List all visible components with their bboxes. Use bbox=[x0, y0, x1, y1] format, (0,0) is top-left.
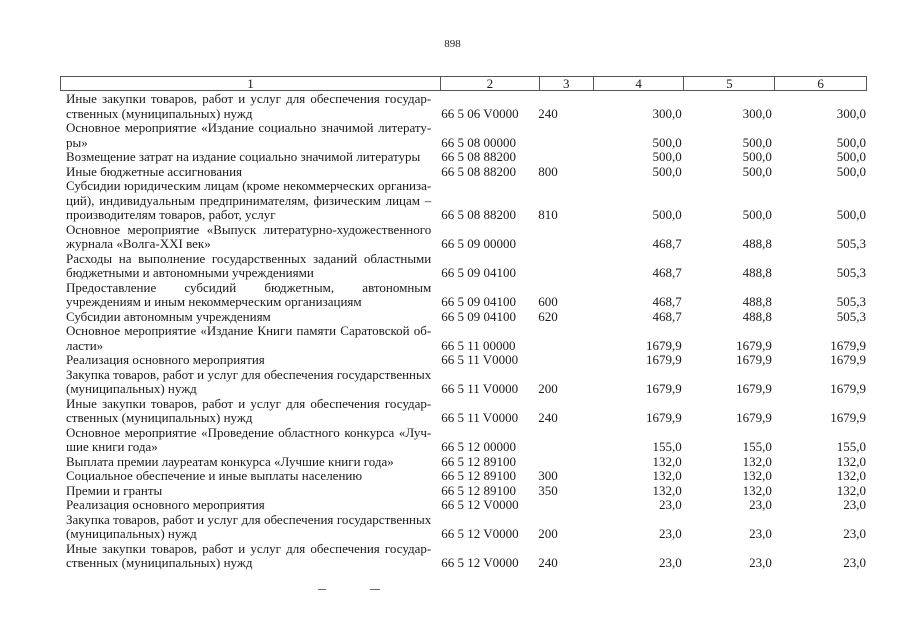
row-value-year-1: 1679,9 bbox=[646, 352, 682, 367]
row-name: Основное мероприятие «Выпуск литературно-художественного журнала «Волга-XXI век» bbox=[66, 221, 432, 251]
row-value-year-2: 23,0 bbox=[749, 526, 772, 541]
row-value-year-3: 23,0 bbox=[843, 526, 866, 541]
row-code: 66 5 12 89100 bbox=[441, 482, 516, 498]
row-name: Выплата премии лауреатам конкурса «Лучшие книги года» bbox=[66, 453, 394, 469]
row-value-year-2: 488,8 bbox=[742, 265, 772, 280]
row-name: Предоставление субсидий бюджетным, автономным учреждениям и иным некоммерческим организациям bbox=[66, 279, 432, 309]
row-code: 66 5 12 00000 bbox=[441, 439, 516, 454]
row-value-year-2: 1679,9 bbox=[736, 381, 772, 396]
row-name: Премии и гранты bbox=[66, 482, 163, 498]
table-row bbox=[66, 368, 866, 397]
row-value-year-2: 132,0 bbox=[742, 482, 772, 498]
table-header bbox=[60, 76, 867, 91]
row-code: 66 5 12 V0000 bbox=[441, 497, 519, 512]
header-col-1: 1 bbox=[61, 77, 441, 90]
row-code: 66 5 11 V0000 bbox=[441, 352, 519, 367]
row-value-year-2: 500,0 bbox=[742, 149, 772, 164]
row-value-year-3: 300,0 bbox=[836, 105, 866, 121]
row-value-year-1: 1679,9 bbox=[646, 337, 682, 353]
row-code: 66 5 09 00000 bbox=[441, 236, 516, 251]
header-col-3: 3 bbox=[540, 77, 594, 90]
row-value-year-1: 1679,9 bbox=[646, 410, 682, 425]
row-code: 66 5 08 88200 bbox=[441, 163, 516, 179]
row-value-year-2: 1679,9 bbox=[736, 410, 772, 425]
table-row bbox=[66, 324, 866, 353]
row-name: Возмещение затрат на издание социально значимой литературы bbox=[66, 149, 421, 164]
row-code: 66 5 12 V0000 bbox=[441, 526, 519, 541]
row-code: 66 5 08 00000 bbox=[441, 134, 516, 150]
row-expense-type: 240 bbox=[538, 410, 558, 425]
row-value-year-1: 132,0 bbox=[652, 468, 682, 483]
row-value-year-1: 468,7 bbox=[652, 294, 682, 309]
row-code: 66 5 09 04100 bbox=[441, 308, 516, 324]
row-value-year-3: 132,0 bbox=[836, 468, 866, 483]
table-row bbox=[66, 121, 866, 150]
row-name: Иные закупки товаров, работ и услуг для обеспечения государ-ственных (муниципальных) нужд bbox=[66, 91, 432, 121]
row-expense-type: 600 bbox=[538, 294, 558, 309]
row-value-year-2: 488,8 bbox=[742, 308, 772, 324]
scan-mark bbox=[318, 589, 326, 590]
table-row bbox=[66, 484, 866, 499]
row-value-year-2: 500,0 bbox=[742, 207, 772, 222]
row-value-year-3: 1679,9 bbox=[830, 337, 866, 353]
row-expense-type: 200 bbox=[538, 381, 558, 396]
row-code: 66 5 09 04100 bbox=[441, 265, 516, 280]
header-col-5: 5 bbox=[684, 77, 775, 90]
row-expense-type: 620 bbox=[538, 308, 558, 324]
row-code: 66 5 08 88200 bbox=[441, 149, 516, 164]
row-value-year-3: 505,3 bbox=[836, 236, 866, 251]
table-row bbox=[66, 281, 866, 310]
row-value-year-2: 1679,9 bbox=[736, 337, 772, 353]
row-value-year-3: 505,3 bbox=[836, 308, 866, 324]
row-value-year-2: 132,0 bbox=[742, 468, 772, 483]
row-name: Расходы на выполнение государственных заданий областными бюджетными и автономными учреждениями bbox=[66, 250, 432, 280]
row-value-year-1: 300,0 bbox=[652, 105, 682, 121]
row-value-year-1: 1679,9 bbox=[646, 381, 682, 396]
table-row bbox=[66, 498, 866, 513]
row-expense-type: 810 bbox=[538, 207, 558, 222]
table-row bbox=[66, 426, 866, 455]
row-name: Основное мероприятие «Издание Книги памяти Саратовской об-ласти» bbox=[66, 323, 432, 353]
table-row bbox=[66, 165, 866, 180]
row-value-year-3: 505,3 bbox=[836, 265, 866, 280]
row-value-year-1: 23,0 bbox=[659, 555, 682, 570]
row-value-year-3: 500,0 bbox=[836, 163, 866, 179]
row-code: 66 5 12 V0000 bbox=[441, 555, 519, 570]
row-value-year-2: 132,0 bbox=[742, 453, 772, 469]
row-name: Иные закупки товаров, работ и услуг для обеспечения государ-ственных (муниципальных) нужд bbox=[66, 540, 432, 570]
row-name: Иные бюджетные ассигнования bbox=[66, 163, 243, 179]
row-value-year-2: 23,0 bbox=[749, 555, 772, 570]
row-value-year-3: 23,0 bbox=[843, 555, 866, 570]
row-name: Основное мероприятие «Проведение областного конкурса «Луч-шие книги года» bbox=[66, 424, 432, 454]
table-row bbox=[66, 455, 866, 470]
row-value-year-1: 500,0 bbox=[652, 149, 682, 164]
table-row bbox=[66, 150, 866, 165]
row-value-year-2: 500,0 bbox=[742, 134, 772, 150]
row-value-year-3: 500,0 bbox=[836, 149, 866, 164]
row-code: 66 5 09 04100 bbox=[441, 294, 516, 309]
header-col-2: 2 bbox=[441, 77, 540, 90]
table-row bbox=[66, 397, 866, 426]
row-value-year-1: 132,0 bbox=[652, 453, 682, 469]
row-name: Субсидии юридическим лицам (кроме некоммерческих организа-ций), индивидуальным предпринимателям, физическим лицам – производителям товаров, работ, услуг bbox=[66, 178, 432, 222]
row-value-year-2: 1679,9 bbox=[736, 352, 772, 367]
row-value-year-1: 132,0 bbox=[652, 482, 682, 498]
row-value-year-1: 23,0 bbox=[659, 526, 682, 541]
table-body bbox=[66, 92, 866, 571]
row-value-year-3: 155,0 bbox=[836, 439, 866, 454]
table-row bbox=[66, 513, 866, 542]
row-value-year-3: 1679,9 bbox=[830, 381, 866, 396]
header-col-6: 6 bbox=[817, 76, 824, 91]
row-value-year-2: 155,0 bbox=[742, 439, 772, 454]
row-value-year-3: 132,0 bbox=[836, 482, 866, 498]
table-row bbox=[66, 179, 866, 223]
row-value-year-3: 1679,9 bbox=[830, 352, 866, 367]
table-row bbox=[66, 310, 866, 325]
table-row bbox=[66, 469, 866, 484]
row-name: Закупка товаров, работ и услуг для обеспечения государственных (муниципальных) нужд bbox=[66, 511, 432, 541]
row-code: 66 5 12 89100 bbox=[441, 468, 516, 483]
row-expense-type: 240 bbox=[538, 555, 558, 570]
row-code: 66 5 11 00000 bbox=[441, 337, 516, 353]
row-name: Социальное обеспечение и иные выплаты населению bbox=[66, 468, 363, 483]
row-name: Реализация основного мероприятия bbox=[66, 497, 265, 512]
row-name: Субсидии автономным учреждениям bbox=[66, 308, 271, 324]
table-row bbox=[66, 92, 866, 121]
row-value-year-3: 1679,9 bbox=[830, 410, 866, 425]
row-expense-type: 800 bbox=[538, 163, 558, 179]
row-value-year-1: 468,7 bbox=[652, 236, 682, 251]
row-name: Закупка товаров, работ и услуг для обеспечения государственных (муниципальных) нужд bbox=[66, 366, 432, 396]
row-value-year-3: 132,0 bbox=[836, 453, 866, 469]
row-value-year-2: 488,8 bbox=[742, 236, 772, 251]
row-value-year-2: 500,0 bbox=[742, 163, 772, 179]
row-value-year-1: 468,7 bbox=[652, 308, 682, 324]
row-value-year-3: 500,0 bbox=[836, 207, 866, 222]
table-row bbox=[66, 542, 866, 571]
row-value-year-3: 23,0 bbox=[843, 497, 866, 512]
row-value-year-3: 500,0 bbox=[836, 134, 866, 150]
row-name: Реализация основного мероприятия bbox=[66, 352, 265, 367]
row-value-year-1: 500,0 bbox=[652, 134, 682, 150]
row-value-year-1: 500,0 bbox=[652, 163, 682, 179]
row-value-year-1: 23,0 bbox=[659, 497, 682, 512]
row-name: Иные закупки товаров, работ и услуг для обеспечения государ-ственных (муниципальных) нужд bbox=[66, 395, 432, 425]
row-expense-type: 300 bbox=[538, 468, 558, 483]
table-row bbox=[66, 252, 866, 281]
row-value-year-1: 155,0 bbox=[652, 439, 682, 454]
scan-mark bbox=[370, 589, 380, 590]
row-value-year-1: 468,7 bbox=[652, 265, 682, 280]
table-row bbox=[66, 353, 866, 368]
row-value-year-2: 488,8 bbox=[742, 294, 772, 309]
page-number: 898 bbox=[444, 38, 461, 50]
table-row bbox=[66, 223, 866, 252]
row-name: Основное мероприятие «Издание социально значимой литерату-ры» bbox=[66, 120, 432, 150]
row-code: 66 5 08 88200 bbox=[441, 207, 516, 222]
row-expense-type: 200 bbox=[538, 526, 558, 541]
row-code: 66 5 06 V0000 bbox=[441, 105, 519, 121]
row-code: 66 5 11 V0000 bbox=[441, 410, 519, 425]
header-col-4: 4 bbox=[594, 77, 685, 90]
row-value-year-2: 300,0 bbox=[742, 105, 772, 121]
row-expense-type: 240 bbox=[538, 105, 558, 121]
row-value-year-3: 505,3 bbox=[836, 294, 866, 309]
row-expense-type: 350 bbox=[538, 482, 558, 498]
row-value-year-1: 500,0 bbox=[652, 207, 682, 222]
row-code: 66 5 11 V0000 bbox=[441, 381, 519, 396]
row-code: 66 5 12 89100 bbox=[441, 453, 516, 469]
row-value-year-2: 23,0 bbox=[749, 497, 772, 512]
